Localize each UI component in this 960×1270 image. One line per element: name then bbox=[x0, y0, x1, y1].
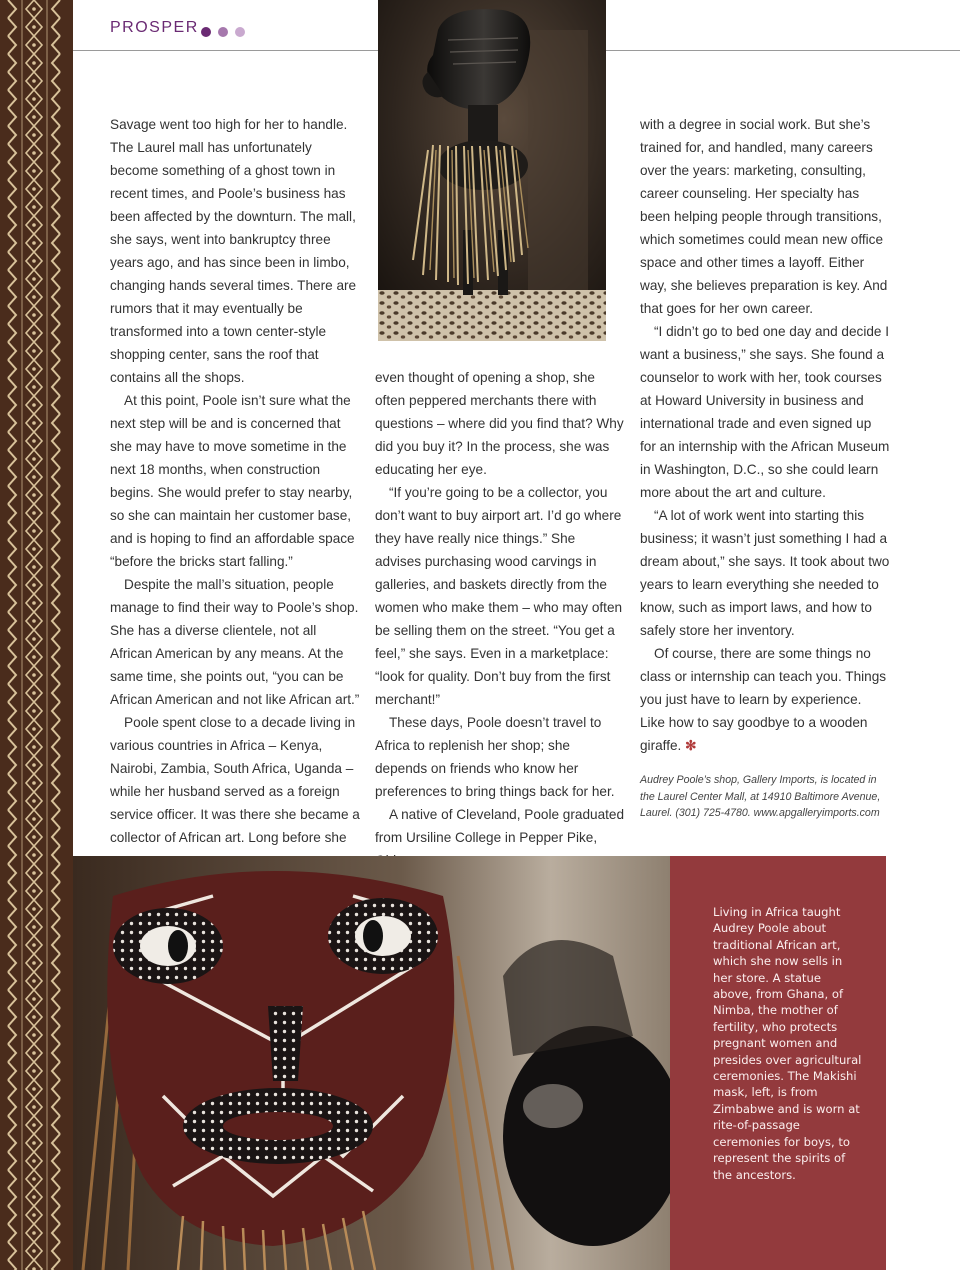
paragraph: A native of Cleveland, Poole graduated from Ursiline College in Pepper Pike, bbox=[375, 807, 625, 845]
paragraph: “A lot of work went into starting this business; it wasn’t just something I had a dream about,” she says. It took about two years to learn everything she needed to know, such as import laws, and how to safely store her inventory. bbox=[640, 508, 890, 638]
header-rule-left bbox=[73, 50, 378, 51]
shop-credit: Audrey Poole’s shop, Gallery Imports, is located in the Laurel Center Mall, at 14910 Baltimore Avenue, Laurel. (301) 725-4780. www.apgalleryimports.com bbox=[640, 774, 881, 819]
paragraph: At this point, Poole isn’t sure what the next step will be and is concerned that she may have to move sometime in the next 18 months, when construction begins. She would prefer to stay nearby, so she can maintain her customer base, and is hoping to find an affordable space “before the bricks start falling.” bbox=[110, 393, 355, 569]
paragraph-text: Of course, there are some things no class or internship can teach you. Things you just have to learn by experience. Like how to say goodbye to a wooden giraffe. bbox=[640, 646, 887, 753]
paragraph: Despite the mall’s situation, people manage to find their way to Poole’s shop. She has a diverse clientele, not all African American by any means. At the same time, she points out, “you can be African American and not like African art.” bbox=[110, 577, 360, 707]
paragraph: Savage went too high for her to handle. The Laurel mall has unfortunately become something of a ghost town in recent times, and Poole’s business has been affected by the downturn. The mall, she says, went into bankruptcy three years ago, and has since been in limbo, changing hands several times. There are rumors that it may eventually be transformed into a town center-style shopping center, sans the roof that contains all the shops. bbox=[110, 117, 357, 385]
paragraph: “I didn’t go to bed one day and decide I want a business,” she says. She found a counselor to work with her, took courses at Howard University in business and international trade and even signed up for an internship with the African Museum in Washington, D.C., so she could learn more about the art and culture. bbox=[640, 324, 890, 500]
paragraph: with a degree in social work. But she’s trained for, and handled, many careers over the years: marketing, consulting, career counseling. Her specialty has been helping people through transitions, which sometimes could mean new office space and other times a layoff. Either way, she believes preparation is key. And that goes for her own career. bbox=[640, 117, 888, 316]
makishi-mask-photo bbox=[73, 856, 670, 1270]
end-mark-icon: ✻ bbox=[685, 738, 697, 753]
dot-3 bbox=[235, 27, 245, 37]
body-column-2 bbox=[375, 366, 625, 872]
body-column-3 bbox=[640, 113, 890, 757]
header-rule-right bbox=[606, 50, 960, 51]
paragraph: Poole spent close to a decade living in various countries in Africa – Kenya, Nairobi, Zambia, South Africa, Uganda – while her husband served as a foreign service officer. It was there she became a collector of African art. Long before she bbox=[110, 715, 360, 845]
body-column-1 bbox=[110, 113, 360, 849]
decorative-border bbox=[0, 0, 73, 1270]
paragraph: “If you’re going to be a collector, you don’t want to buy airport art. I’d go where they have really nice things.” She advises purchasing wood carvings in galleries, and baskets directly from the women who make them – who may often be selling them on the street. “You get a feel,” she says. Even in a marketplace: “look for quality. Don’t buy from the first merchant!” bbox=[375, 485, 623, 707]
nimba-statue-photo bbox=[378, 0, 606, 341]
photo-caption: Living in Africa taught Audrey Poole about traditional African art, which she now sells in her store. A statue above, from Ghana, of Nimba, the mother of fertility, who protects pregnant women and presides over agricultural ceremonies. The Makishi mask, left, is from Zimbabwe and is worn at rite-of-passage ceremonies for boys, to represent the spirits of the ancestors. bbox=[713, 905, 862, 1182]
paragraph-final bbox=[640, 642, 890, 757]
section-dots bbox=[201, 24, 252, 42]
section-label: PROSPER bbox=[110, 19, 199, 36]
dot-2 bbox=[218, 27, 228, 37]
tribal-pattern bbox=[0, 0, 73, 1270]
paragraph: These days, Poole doesn’t travel to Africa to replenish her shop; she depends on friends who know her preferences to bring things back for her. bbox=[375, 715, 615, 799]
paragraph: even thought of opening a shop, she often peppered merchants there with questions – where did you find that? Why did you buy it? In the process, she was educating her eye. bbox=[375, 370, 624, 477]
dot-1 bbox=[201, 27, 211, 37]
